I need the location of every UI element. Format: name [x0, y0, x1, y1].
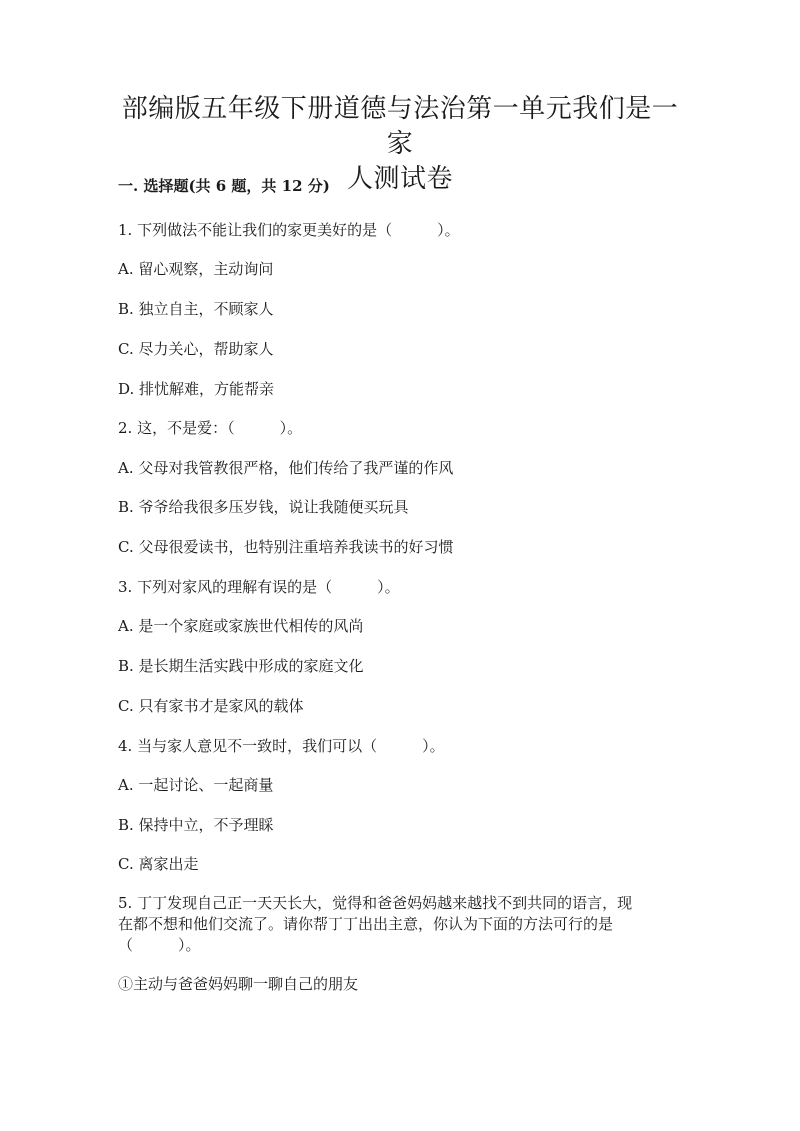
- question-2-option-b: B. 爷爷给我很多压岁钱，说让我随便买玩具: [118, 498, 409, 516]
- question-5-stem-line-1: 5. 丁丁发现自己正一天天长大，觉得和爸爸妈妈越来越找不到共同的语言，现: [118, 894, 633, 912]
- question-4-stem: 4. 当与家人意见不一致时，我们可以（ ）。: [118, 737, 445, 755]
- question-3-option-a: A. 是一个家庭或家族世代相传的风尚: [118, 617, 364, 635]
- title-line-2: 人测试卷: [346, 164, 453, 194]
- question-4-option-b: B. 保持中立，不予理睬: [118, 816, 274, 834]
- question-1-option-a: A. 留心观察，主动询问: [118, 260, 274, 278]
- section-heading: 一. 选择题(共 6 题，共 12 分): [118, 177, 330, 195]
- question-4-option-a: A. 一起讨论、一起商量: [118, 776, 274, 794]
- question-5-stem-line-2: 在都不想和他们交流了。请你帮丁丁出出主意，你认为下面的方法可行的是: [118, 915, 614, 933]
- question-2-stem: 2. 这，不是爱：（ ）。: [118, 419, 303, 437]
- question-2-option-a: A. 父母对我管教很严格，他们传给了我严谨的作风: [118, 459, 454, 477]
- question-1-option-c: C. 尽力关心，帮助家人: [118, 340, 274, 358]
- title-line-1: 部编版五年级下册道德与法治第一单元我们是一家: [121, 94, 679, 159]
- question-4-option-c: C. 离家出走: [118, 855, 199, 873]
- question-3-option-b: B. 是长期生活实践中形成的家庭文化: [118, 657, 364, 675]
- question-5-option-1: ①主动与爸爸妈妈聊一聊自己的朋友: [118, 975, 359, 993]
- question-2-option-c: C. 父母很爱读书，也特别注重培养我读书的好习惯: [118, 538, 454, 556]
- question-1-stem: 1. 下列做法不能让我们的家更美好的是（ ）。: [118, 221, 460, 239]
- question-5-stem-line-3: （ ）。: [118, 936, 201, 954]
- question-1-option-b: B. 独立自主，不顾家人: [118, 300, 274, 318]
- question-3-stem: 3. 下列对家风的理解有误的是（ ）。: [118, 578, 400, 596]
- question-3-option-c: C. 只有家书才是家风的载体: [118, 697, 304, 715]
- question-1-option-d: D. 排忧解难，方能帮亲: [118, 380, 275, 398]
